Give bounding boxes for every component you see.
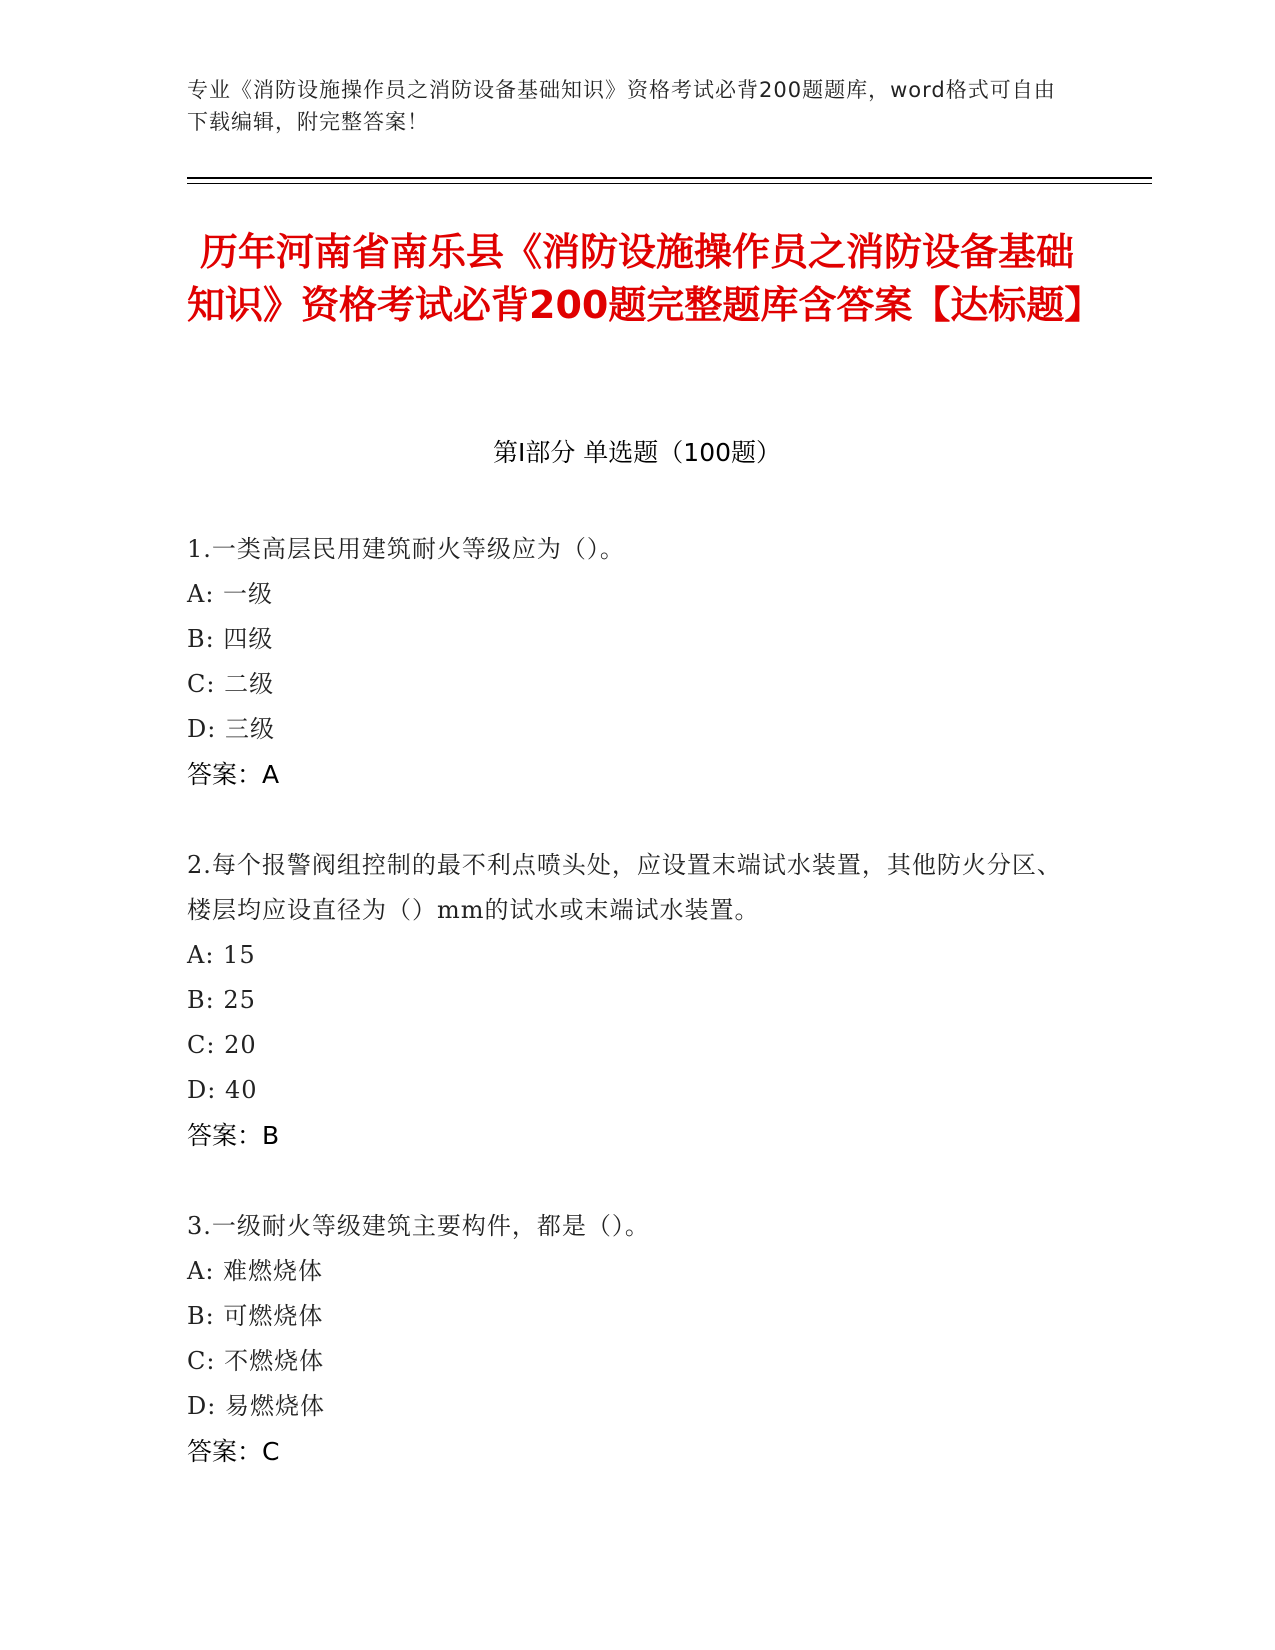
option-d: D: 易燃烧体 [187, 1392, 325, 1420]
question-list [187, 527, 1067, 1520]
option-c: C: 不燃烧体 [187, 1347, 325, 1375]
answer: 答案：B [187, 1121, 280, 1150]
option-d: D: 三级 [187, 715, 275, 743]
header-note: 专业《消防设施操作员之消防设备基础知识》资格考试必背200题题库，word格式可自由下载编辑，附完整答案！ [187, 78, 1056, 134]
option-a: A: 难燃烧体 [187, 1257, 324, 1285]
question-3 [187, 1204, 1067, 1474]
answer: 答案：A [187, 760, 280, 789]
option-c: C: 二级 [187, 670, 275, 698]
answer: 答案：C [187, 1437, 280, 1466]
document-title: 历年河南省南乐县《消防设施操作员之消防设备基础知识》资格考试必背200题完整题库含答案【达标题】 [187, 230, 1103, 327]
option-b: B: 25 [187, 986, 256, 1014]
option-d: D: 40 [187, 1076, 258, 1104]
question-2 [187, 843, 1067, 1158]
question-stem: 1.一类高层民用建筑耐火等级应为（）。 [187, 535, 625, 563]
header-rule-thick [187, 177, 1152, 179]
question-stem: 2.每个报警阀组控制的最不利点喷头处，应设置末端试水装置，其他防火分区、楼层均应设直径为（）mm的试水或末端试水装置。 [187, 851, 1062, 924]
option-c: C: 20 [187, 1031, 257, 1059]
question-stem: 3.一级耐火等级建筑主要构件，都是（）。 [187, 1212, 650, 1240]
option-b: B: 四级 [187, 625, 274, 653]
option-a: A: 一级 [187, 580, 274, 608]
header-rule-thin [187, 183, 1152, 184]
option-a: A: 15 [187, 941, 256, 969]
option-b: B: 可燃烧体 [187, 1302, 324, 1330]
section-heading: 第I部分 单选题（100题） [492, 438, 782, 467]
question-1 [187, 527, 1067, 797]
